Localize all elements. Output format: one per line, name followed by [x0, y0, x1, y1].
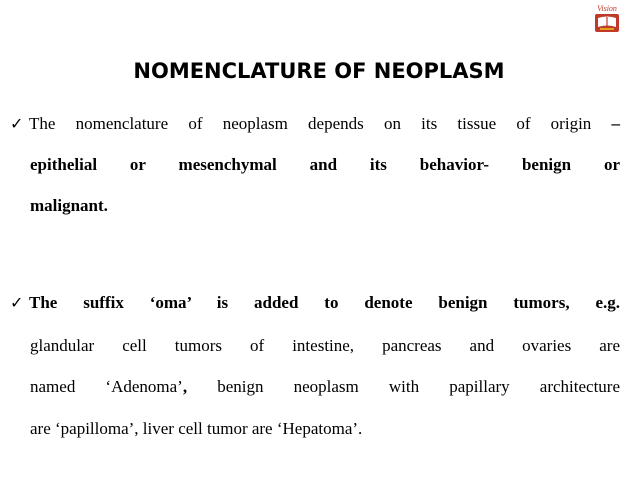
- para2-line1: [10, 293, 620, 313]
- para1-line2: [30, 155, 620, 175]
- para1-line1: [10, 114, 620, 134]
- para1-line3: [30, 196, 620, 216]
- para2-line3-a: named ‘Adenoma’: [30, 377, 183, 396]
- para2-line3-c: benign neoplasm with papillary architecture: [187, 377, 620, 396]
- para2-line4: [30, 419, 620, 439]
- vision-logo: [590, 4, 624, 34]
- para1-line3-text: malignant.: [30, 196, 108, 215]
- para2-line4-text: are ‘papilloma’, liver cell tumor are ‘Hepatoma’.: [30, 419, 363, 438]
- open-book-logo-icon: [594, 13, 620, 33]
- logo-text: Vision: [597, 4, 617, 13]
- para2-line3-comma: ,: [182, 377, 188, 396]
- para2-line1-text: The suffix ‘oma’ is added to denote benign tumors, e.g.: [29, 293, 620, 312]
- para1-dash: –: [591, 114, 620, 133]
- checkmark-icon: ✓: [10, 114, 24, 133]
- slide-title: NOMENCLATURE OF NEOPLASM: [133, 59, 505, 83]
- para2-line2-text: glandular cell tumors of intestine, pancreas and ovaries are: [30, 336, 620, 355]
- para2-line2: [30, 336, 620, 356]
- para1-line1-text: The nomenclature of neoplasm depends on its tissue of origin: [29, 114, 592, 133]
- para2-line3: [30, 377, 620, 397]
- para1-line2-text: epithelial or mesenchymal and its behavior- benign or: [30, 155, 620, 174]
- checkmark-icon: ✓: [10, 293, 24, 312]
